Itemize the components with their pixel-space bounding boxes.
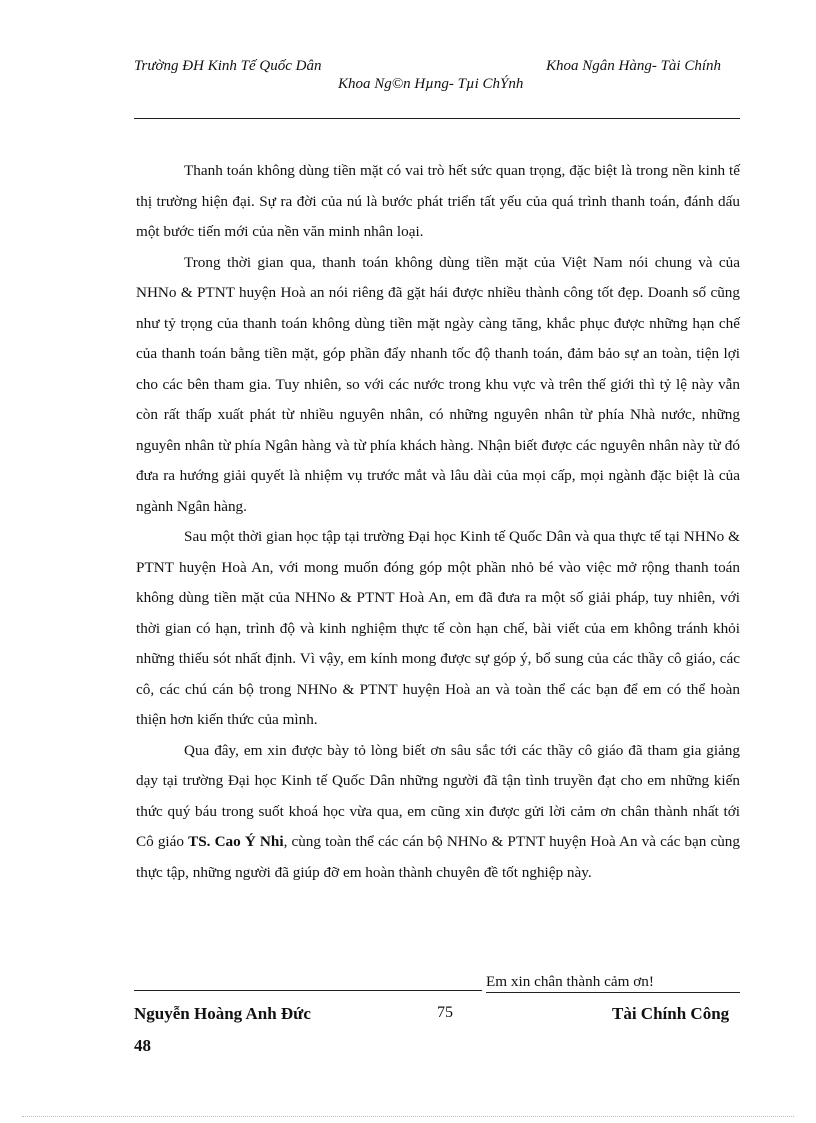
body-text — [136, 156, 740, 888]
paragraph-4-text-after: , cùng toàn thể các cán bộ NHNo & PTNT huyện Hoà An và các bạn cùng thực tập, những người đã giúp đỡ em hoàn thành chuyên đề tốt nghiệp này. — [136, 833, 740, 881]
header-faculty-name: Khoa Ngân Hàng- Tài Chính — [546, 58, 722, 74]
advisor-name: TS. Cao Ý Nhi — [188, 833, 284, 850]
footer-class-number: 48 — [134, 1036, 151, 1055]
header-faculty-name-garbled: Khoa Ng©n Hµng- Tµi ChÝnh — [338, 76, 524, 92]
paragraph-4 — [136, 736, 740, 889]
closing-thanks: Em xin chân thành cảm ơn! — [486, 972, 740, 993]
page-bottom-edge — [22, 1116, 794, 1117]
paragraph-1: Thanh toán không dùng tiền mặt có vai trò hết sức quan trọng, đặc biệt là trong nền kinh tế thị trường hiện đại. Sự ra đời của nú là bước phát triển tất yếu của quá trình thanh toán, đánh dấu một bước tiến mới của nền văn minh nhân loại. — [136, 162, 740, 240]
paragraph-4-text-before: Qua đây, em xin được bày tỏ lòng biết ơn sâu sắc tới các thầy cô giáo đã tham gia giảng dạy tại trường Đại học Kinh tế Quốc Dân những người đã tận tình truyền đạt cho em những kiến thức quý báu trong suốt khoá học vừa qua, em cũng xin được gửi lời cảm ơn chân thành nhất tới Cô giáo — [136, 741, 740, 850]
footer-author-name: Nguyễn Hoàng Anh Đức — [134, 1004, 311, 1023]
footer-page-number: 75 — [437, 1004, 453, 1021]
closing-line — [134, 972, 740, 992]
header-school-name: Trường ĐH Kinh Tế Quốc Dân — [134, 58, 322, 74]
footer-department: Tài Chính Công — [612, 1004, 730, 1023]
paragraph-3: Sau một thời gian học tập tại trường Đại học Kinh tế Quốc Dân và qua thực tế tại NHNo & PTNT huyện Hoà An, với mong muốn đóng góp một phần nhỏ bé vào việc mở rộng thanh toán không dùng tiền mặt của NHNo & PTNT Hoà An, em đã đưa ra một số giải pháp, tuy nhiên, với thời gian có hạn, trình độ và kinh nghiệm thực tế còn hạn chế, bài viết của em không tránh khỏi những thiếu sót nhất định. Vì vậy, em kính mong được sự góp ý, bổ sung của các thầy cô giáo, các cô, các chú cán bộ trong NHNo & PTNT huyện Hoà an và toàn thể các bạn để em có thể hoàn thiện hơn kiến thức của mình. — [136, 528, 740, 728]
footer-divider — [134, 990, 482, 991]
paragraph-2: Trong thời gian qua, thanh toán không dùng tiền mặt của Việt Nam nói chung và của NHNo & PTNT huyện Hoà an nói riêng đã gặt hái được nhiều thành công tốt đẹp. Doanh số cũng như tỷ trọng của thanh toán không dùng tiền mặt ngày càng tăng, khắc phục được những hạn chế của thanh toán bằng tiền mặt, góp phần đẩy nhanh tốc độ thanh toán, đảm bảo sự an toàn, tiện lợi cho các bên tham gia. Tuy nhiên, so với các nước trong khu vực và trên thế giới thì tỷ lệ này vẫn còn rất thấp xuất phát từ nhiều nguyên nhân, có những nguyên nhân từ phía Nhà nước, những nguyên nhân từ phía Ngân hàng và từ phía khách hàng. Nhận biết được các nguyên nhân này từ đó đưa ra hướng giải quyết là nhiệm vụ trước mắt và lâu dài của mọi cấp, mọi ngành đặc biệt là của ngành Ngân hàng. — [136, 253, 740, 515]
header-divider — [134, 118, 740, 119]
